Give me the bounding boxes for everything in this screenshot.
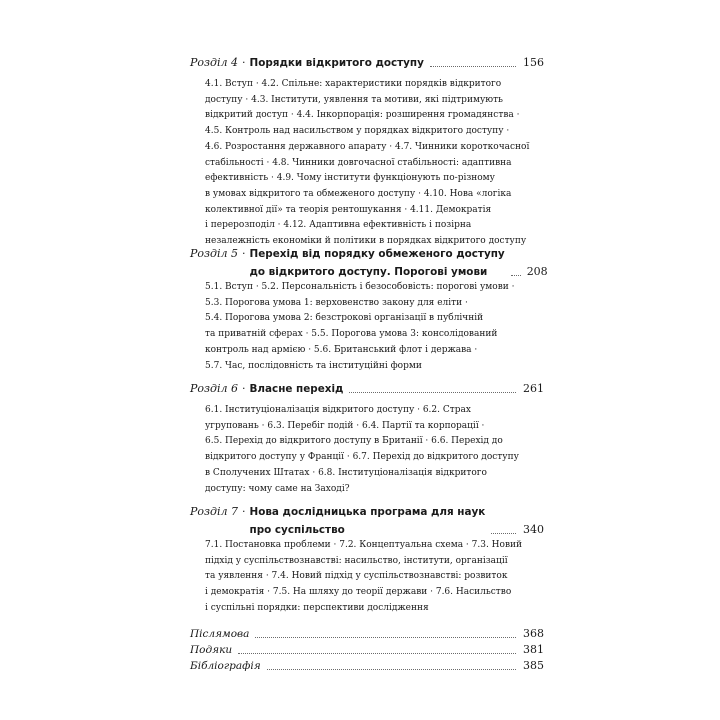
chapter-5-sections	[205, 280, 517, 374]
section-line: і суспільні порядки: перспективи дослідження	[205, 602, 429, 613]
chapter-separator: ·	[242, 382, 246, 395]
section-line: 4.5. Контроль над насильством у порядках відкритого доступу ·	[205, 126, 510, 137]
chapter-title-line: Власне перехід	[249, 383, 344, 395]
section-line: 6.5. Перехід до відкритого доступу в Британії · 6.6. Перехід до	[205, 436, 503, 447]
toc-entry-acknowledgements	[190, 642, 544, 658]
chapter-title	[250, 503, 486, 539]
section-line: 5.7. Час, послідовність та інституційні форми	[205, 360, 422, 371]
chapter-title-line: до відкритого доступу. Порогові умови	[249, 266, 488, 278]
section-line: доступу · 4.3. Інститути, уявлення та мотиви, які підтримують	[205, 94, 503, 105]
chapter-4-sections	[205, 77, 530, 250]
section-line: доступу: чому саме на Заході?	[205, 483, 350, 494]
section-line: колективної дії» та теорія рентошукання · 4.11. Демократія	[205, 204, 492, 215]
chapter-7-sections	[205, 538, 523, 617]
section-line: ефективність · 4.9. Чому інститути функціонують по-різному	[205, 173, 495, 184]
section-line: 4.1. Вступ · 4.2. Спільне: характеристики порядків відкритого	[205, 79, 502, 89]
chapter-7-heading	[190, 503, 544, 539]
entry-page-number: 385	[523, 659, 544, 672]
chapter-separator: ·	[242, 56, 246, 69]
chapter-page-number: 156	[523, 56, 544, 69]
toc-entry-afterword	[190, 626, 544, 642]
dot-leader	[511, 275, 521, 276]
section-line: в умовах відкритого та обмеженого доступу · 4.10. Нова «логіка	[205, 188, 512, 199]
dot-leader	[430, 66, 516, 67]
section-line: 5.3. Порогова умова 1: верховенство закону для еліти ·	[205, 297, 468, 308]
dot-leader	[267, 669, 516, 670]
dot-leader	[491, 533, 516, 534]
chapter-title	[250, 54, 424, 72]
chapter-4-heading	[190, 54, 544, 72]
chapter-number: Розділ 4	[190, 56, 239, 69]
section-line: 7.1. Постановка проблеми · 7.2. Концептуальна схема · 7.3. Новий	[205, 540, 523, 550]
chapter-page-number: 261	[523, 382, 544, 395]
section-line: 5.4. Порогова умова 2: безстрокові організації в публічній	[205, 313, 484, 324]
entry-label: Бібліографія	[190, 660, 261, 672]
chapter-title	[250, 380, 344, 398]
section-line: стабільності · 4.8. Чинники довгочасної стабільності: адаптивна	[205, 157, 512, 168]
section-line: 5.1. Вступ · 5.2. Персональність і безособовість: порогові умови ·	[205, 282, 515, 292]
section-line: в Сполучених Штатах · 6.8. Інституціоналізація відкритого	[205, 467, 487, 478]
section-line: контроль над армією · 5.6. Британський флот і держава ·	[205, 344, 478, 355]
toc-entry-bibliography	[190, 658, 544, 674]
chapter-title-line: про суспільство	[249, 524, 345, 536]
chapter-number: Розділ 5	[190, 247, 239, 260]
dot-leader	[238, 653, 516, 654]
section-line: та уявлення · 7.4. Новий підхід у суспільствознавстві: розвиток	[205, 571, 508, 582]
section-line: незалежність економіки й політики в порядках відкритого доступу	[205, 236, 527, 247]
section-line: відкритий доступ · 4.4. Інкорпорація: розширення громадянства ·	[205, 110, 520, 121]
chapter-6-heading	[190, 380, 544, 398]
chapter-page-number: 340	[523, 523, 544, 536]
chapter-title-line: Перехід від порядку обмеженого доступу	[249, 248, 505, 260]
entry-label: Подяки	[190, 644, 233, 656]
chapter-5-heading	[190, 245, 548, 281]
chapter-number: Розділ 7	[190, 505, 239, 518]
section-line: та приватній сферах · 5.5. Порогова умова 3: консолідований	[205, 329, 498, 340]
dot-leader	[349, 392, 516, 393]
chapter-title-line: Нова дослідницька програма для наук	[249, 506, 486, 518]
section-line: і демократія · 7.5. На шляху до теорії держави · 7.6. Насильство	[205, 587, 512, 598]
chapter-page-number: 208	[526, 265, 548, 278]
dot-leader	[255, 637, 516, 638]
chapter-separator: ·	[242, 505, 246, 518]
section-line: 6.1. Інституціоналізація відкритого доступу · 6.2. Страх	[205, 405, 471, 415]
section-line: 4.6. Розростання державного апарату · 4.7. Чинники короткочасної	[205, 141, 530, 152]
section-line: і перерозподіл · 4.12. Адаптивна ефективність і позірна	[205, 220, 472, 231]
section-line: відкритого доступу у Франції · 6.7. Перехід до відкритого доступу	[205, 452, 519, 463]
chapter-title-line: Порядки відкритого доступу	[249, 57, 424, 69]
chapter-title	[250, 245, 505, 281]
section-line: підхід у суспільствознавстві: насильство, інститути, організації	[205, 555, 508, 566]
entry-label: Післямова	[190, 628, 250, 640]
entry-page-number: 368	[523, 627, 544, 640]
chapter-separator: ·	[242, 247, 246, 260]
section-line: угруповань · 6.3. Перебіг подій · 6.4. Партії та корпорації ·	[205, 420, 485, 431]
chapter-6-sections	[205, 403, 517, 497]
entry-page-number: 381	[523, 643, 544, 656]
chapter-number: Розділ 6	[190, 382, 239, 395]
